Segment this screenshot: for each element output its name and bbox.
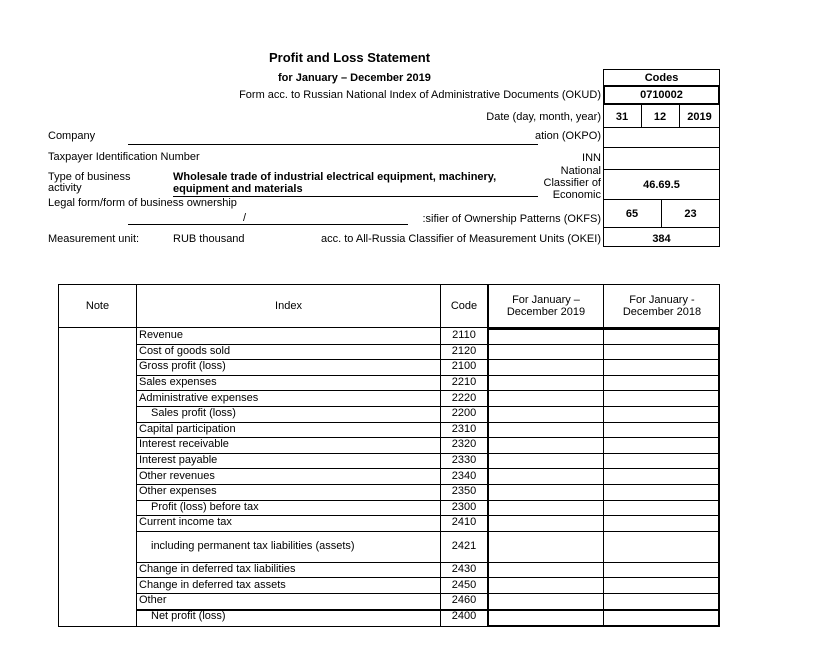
inn-label: INN — [582, 152, 601, 164]
row-code: 2430 — [451, 563, 477, 576]
row-code: 2460 — [451, 594, 477, 607]
okved-label-line2: Classifier of — [543, 177, 601, 189]
row-label: Interest payable — [139, 454, 218, 467]
row-code: 2410 — [451, 516, 477, 529]
row-code: 2330 — [451, 454, 477, 467]
col-header-current-line2: December 2019 — [506, 306, 586, 318]
row-label: Change in deferred tax assets — [139, 578, 286, 591]
okud-code: 0710002 — [640, 89, 683, 101]
col-header-note: Note — [85, 300, 110, 312]
codes-divider — [603, 147, 720, 148]
statement-table — [58, 284, 720, 627]
row-label: Administrative expenses — [139, 391, 259, 404]
col-header-current-line1: For January – — [512, 294, 580, 306]
date-label: Date (day, month, year) — [486, 111, 601, 123]
codes-divider — [603, 227, 720, 228]
row-label: Cost of goods sold — [139, 344, 231, 357]
row-code: 2400 — [451, 609, 477, 622]
legal-form-line — [128, 224, 408, 225]
okpo-label: ation (OKPO) — [534, 130, 601, 142]
row-label: Other revenues — [139, 469, 215, 482]
okved-label-line3: Economic — [552, 190, 601, 198]
row-code: 2450 — [451, 578, 477, 591]
company-label: Company — [48, 130, 96, 142]
business-label-line1: Type of business — [48, 171, 131, 183]
period: for January – December 2019 — [278, 72, 431, 84]
okfs-label: :sifier of Ownership Patterns (OKFS) — [422, 213, 601, 225]
row-code: 2340 — [451, 469, 477, 482]
okfs-code: 23 — [684, 208, 697, 220]
codes-divider — [603, 127, 720, 128]
date-day: 31 — [615, 111, 629, 123]
row-label: Current income tax — [139, 516, 232, 529]
row-label: Sales profit (loss) — [151, 407, 236, 420]
row-label: Other expenses — [139, 485, 217, 498]
okei-label: acc. to All-Russia Classifier of Measurement Units (OKEI) — [321, 233, 601, 245]
row-label: Revenue — [139, 329, 184, 342]
row-code: 2100 — [451, 360, 477, 373]
okved-code: 46.69.5 — [643, 179, 680, 191]
unit-value: RUB thousand — [173, 233, 245, 245]
page-title: Profit and Loss Statement — [269, 50, 431, 65]
row-code: 2210 — [451, 376, 477, 389]
okopf-code: 65 — [625, 208, 639, 220]
date-year: 2019 — [687, 111, 712, 123]
row-code: 2310 — [451, 422, 477, 435]
row-code: 2200 — [451, 407, 477, 420]
legal-form-label: Legal form/form of business ownership — [48, 197, 237, 209]
col-header-code: Code — [450, 300, 478, 312]
business-value-line2: equipment and materials — [173, 183, 303, 195]
okved-label-line1: National — [560, 165, 601, 177]
tin-label: Taxpayer Identification Number — [48, 151, 200, 163]
row-label: Sales expenses — [139, 376, 217, 389]
row-label: Capital participation — [139, 422, 236, 435]
date-month: 12 — [653, 111, 667, 123]
row-code: 2120 — [451, 344, 477, 357]
codes-divider — [603, 169, 720, 170]
row-code: 2110 — [452, 329, 476, 342]
row-label: Profit (loss) before tax — [151, 500, 259, 513]
row-label: Change in deferred tax liabilities — [139, 563, 296, 576]
legal-form-slash: / — [243, 212, 247, 224]
company-field-line — [128, 144, 538, 145]
row-label: Other — [139, 594, 167, 607]
col-header-previous-line1: For January - — [629, 294, 695, 306]
business-value-line1: Wholesale trade of industrial electrical equipment, machinery, — [173, 171, 497, 183]
row-label: Net profit (loss) — [151, 609, 226, 622]
col-header-index: Index — [275, 300, 302, 312]
row-label: including permanent tax liabilities (assets) — [151, 539, 355, 552]
row-code: 2350 — [451, 485, 477, 498]
row-code: 2300 — [451, 500, 477, 513]
okei-code: 384 — [652, 233, 671, 245]
row-label: Interest receivable — [139, 438, 229, 451]
row-code: 2421 — [451, 539, 477, 552]
unit-label: Measurement unit: — [48, 233, 140, 245]
business-label-line2: activity — [48, 182, 82, 194]
row-code: 2320 — [451, 438, 477, 451]
col-header-previous-line2: December 2018 — [622, 306, 702, 318]
row-code: 2220 — [451, 391, 477, 404]
value-area-outline — [487, 328, 720, 627]
codes-header: Codes — [644, 72, 679, 84]
okud-label: Form acc. to Russian National Index of Administrative Documents (OKUD) — [239, 89, 601, 101]
row-label: Gross profit (loss) — [139, 360, 226, 373]
